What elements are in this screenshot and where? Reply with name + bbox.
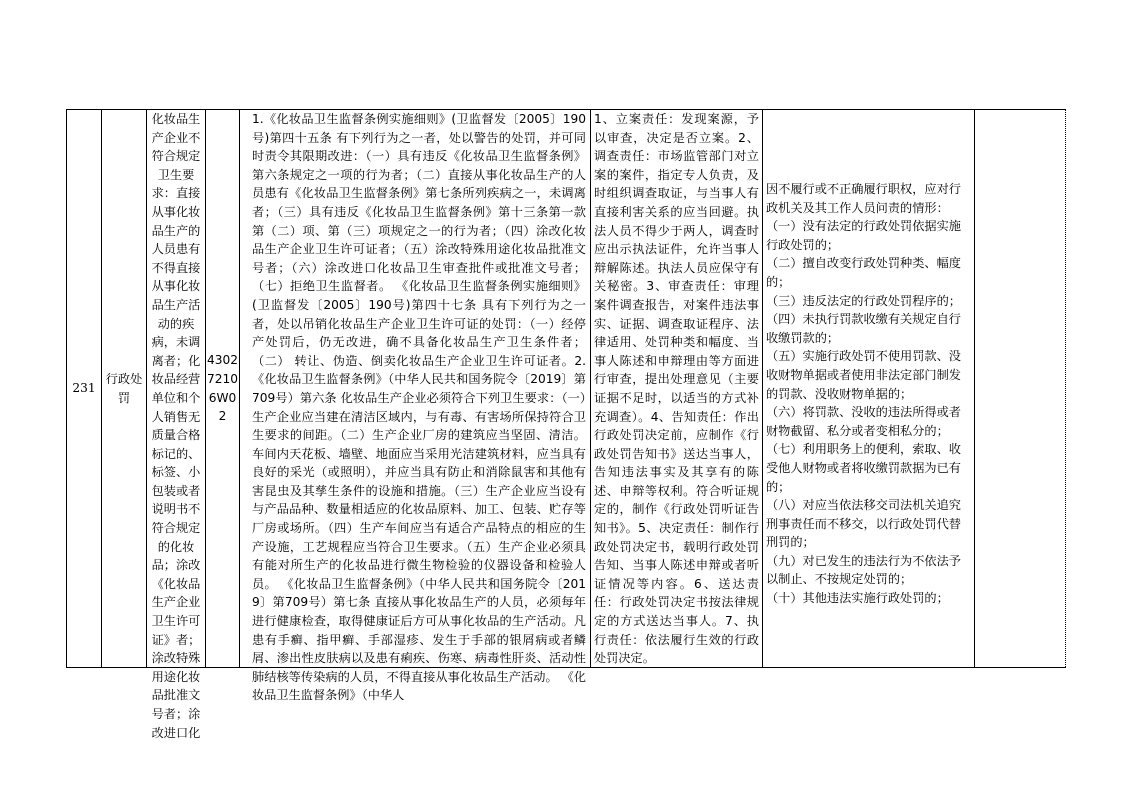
accountability-item: （二）擅自改变行政处罚种类、幅度的； — [766, 256, 961, 289]
accountability-item: （九）对已发生的违法行为不依法予以制止、不按规定处罚的； — [766, 553, 961, 587]
responsibility-text: 1、立案责任：发现案源，予以审查，决定是否立案。2、调查责任：市场监管部门对立案的案件，指定专人负责，及时组织调查取证，与当事人有直接利害关系的应当回避。执法人员不得少于两人，调查时应出示执法证件，允许当事人辩解陈述。执法人员应保守有关秘密。3、审查责任：审理案件调查报告，对案件违法事实、证据、调查取证程序、法律适用、处罚种类和幅度、当事人陈述和申辩理由等方面进行审查，提出处理意见（主要证据不足时，以适当的方式补充调查）。4、告知责任：作出行政处罚决定前，应制作《行政处罚告知书》送达当事人，告知违法事实及其享有的陈述、申辩等权利。符合听证规定的，制作《行政处罚听证告知书》。5、决定责任：制作行政处罚决定书，载明行政处罚告知、当事人陈述申辩或者听证情况等内容。6、送达责任：行政处罚决定书按法律规定的方式送达当事人。7、执行责任：依法履行生效的行政处罚决定。 — [594, 112, 759, 666]
accountability-item: （三）违反法定的行政处罚程序的； — [766, 293, 961, 308]
item-code: 43027210 6W02 — [206, 110, 240, 668]
accountability — [763, 110, 975, 668]
legal-basis — [240, 110, 591, 703]
table-row — [67, 110, 1066, 668]
document-table — [66, 109, 1066, 740]
accountability-item: （八）对应当依法移交司法机关追究刑事责任而不移交，以行政处罚代替刑罚的； — [766, 498, 961, 550]
row-number: 231 — [67, 110, 102, 668]
accountability-item: （四）未执行罚款收缴有关规定自行收缴罚款的； — [766, 312, 961, 345]
responsibility — [591, 110, 763, 668]
remarks — [975, 110, 1066, 668]
legal-basis-text: 1.《化妆品卫生监督条例实施细则》(卫监督发〔2005〕190号)第四十五条 有下列行为之一者，处以警告的处罚，并可同时责令其限期改进：（一）具有违反《化妆品卫生监督条例》第六条规定之一项的行为者；（二）直接从事化妆品生产的人员患有《化妆品卫生监督条例》第七条所列疾病之一，未调离者；（三）具有违反《化妆品卫生监督条例》第十三条第一款第（二）项、第（三）项规定之一的行为者；（四）涂改化妆品生产企业卫生许可证者；（五）涂改特殊用途化妆品批准文号者；（六）涂改进口化妆品卫生审查批件或批准文号者；（七）拒绝卫生监督者。 《化妆品卫生监督条例实施细则》(卫监督发〔2005〕190号)第四十七条 具有下列行为之一者，处以吊销化妆品生产企业卫生许可证的处罚：（一）经停产处罚后，仍无改进，确不具备化妆品生产卫生条件者；（二） 转让、伪造、倒卖化妆品生产企业卫生许可证者。2.《化妆品卫生监督条例》（中华人民共和国务院令〔2019〕第709号）第六条 化妆品生产企业必须符合下列卫生要求：（一）生产企业应当建在清洁区域内，与有毒、有害场所保持符合卫生要求的间距。（二）生产企业厂房的建筑应当坚固、清洁。车间内天花板、墙壁、地面应当采用光洁建筑材料，应当具有良好的采光（或照明），并应当具有防止和消除鼠害和其他有害昆虫及其孳生条件的设施和措施。（三）生产企业应当设有与产品品种、数量相适应的化妆品原料、加工、包装、贮存等厂房或场所。（四）生产车间应当有适合产品特点的相应的生产设施，工艺规程应当符合卫生要求。（五）生产企业必须具有能对所生产的化妆品进行微生物检验的仪器设备和检验人员。 《化妆品卫生监督条例》（中华人民共和国务院令〔2019〕第709号）第七条 直接从事化妆品生产的人员，必须每年进行健康检查，取得健康证后方可从事化妆品的生产活动。凡患有手癣、指甲癣、手部湿疹、发生于手部的银屑病或者鳞屑、渗出性皮肤病以及患有痢疾、伤寒、病毒性肝炎、活动性肺结核等传染病的人员，不得直接从事化妆品生产活动。 《化妆品卫生监督条例》（中华人 — [252, 112, 586, 703]
item-description — [147, 110, 206, 740]
item-type: 行政处罚 — [102, 110, 147, 668]
accountability-item: （六）将罚款、没收的违法所得或者财物截留、私分或者变相私分的； — [766, 405, 961, 438]
accountability-item: （十）其他违法实施行政处罚的； — [766, 591, 949, 606]
accountability-item: （一）没有法定的行政处罚依据实施行政处罚的； — [766, 219, 961, 252]
accountability-list — [763, 180, 974, 608]
item-description-text: 化妆品生产企业不符合规定卫生要求：直接从事化妆品生产的人员患有不得直接从事化妆品生产活动的疾病，未调离者；化妆品经营单位和个人销售无质量合格标记的、标签、小包装或者说明书不符合规定的化妆品；涂改《化妆品生产企业卫生许可证》者；涂改特殊用途化妆品批准文号者；涂改进口化 — [151, 112, 201, 740]
accountability-item: 因不履行或不正确履行职权，应对行政机关及其工作人员问责的情形： — [766, 182, 961, 215]
accountability-item: （五）实施行政处罚不使用罚款、没收财物单据或者使用非法定部门制发的罚款、没收财物单据的； — [766, 349, 961, 401]
accountability-item: （七）利用职务上的便利，索取、收受他人财物或者将收缴罚款据为已有的； — [766, 442, 961, 494]
